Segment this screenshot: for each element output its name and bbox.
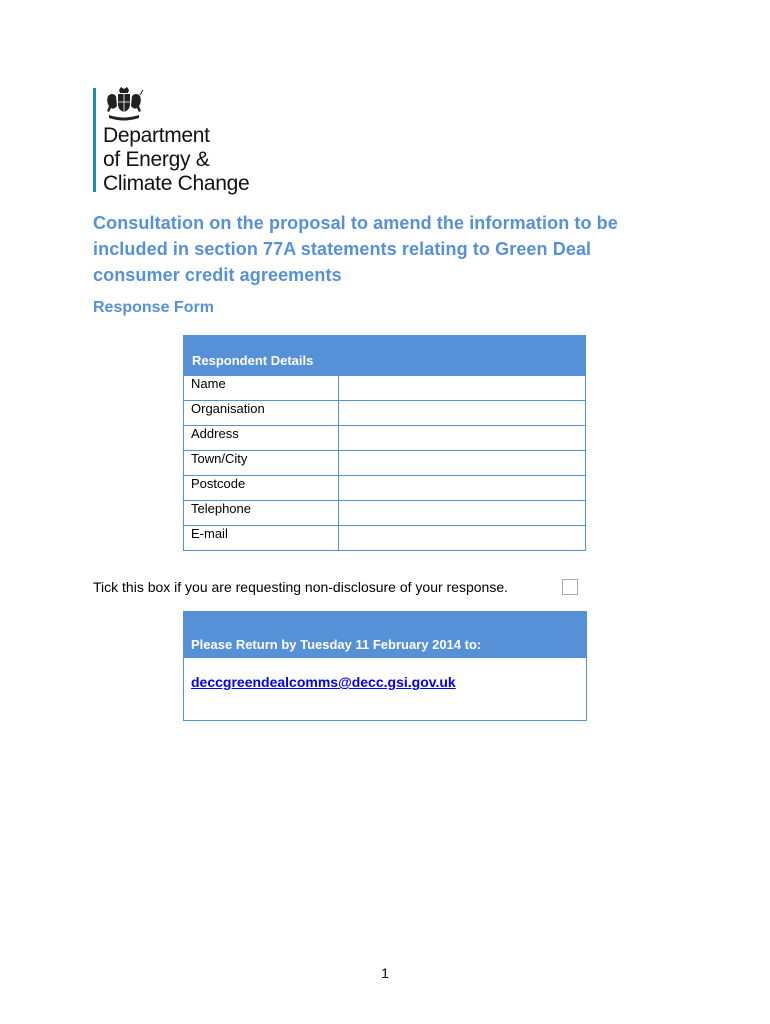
field-input-email[interactable]: [339, 526, 586, 551]
form-subtitle: Response Form: [93, 299, 214, 316]
field-label-town-city: Town/City: [184, 451, 339, 476]
table-row: [184, 401, 586, 426]
logo-bar: [93, 88, 96, 192]
return-email-link[interactable]: deccgreendealcomms@decc.gsi.gov.uk: [191, 674, 456, 690]
logo-line-1: Department: [103, 124, 210, 147]
table-row: [184, 376, 586, 401]
table-row: [184, 426, 586, 451]
field-label-organisation: Organisation: [184, 401, 339, 426]
field-input-postcode[interactable]: [339, 476, 586, 501]
table-row: [184, 451, 586, 476]
non-disclosure-label: Tick this box if you are requesting non-disclosure of your response.: [93, 579, 509, 595]
field-input-organisation[interactable]: [339, 401, 586, 426]
return-header: Please Return by Tuesday 11 February 2014 to:: [184, 612, 586, 658]
table-row: [184, 501, 586, 526]
field-label-email: E-mail: [184, 526, 339, 551]
non-disclosure-checkbox[interactable]: [562, 579, 578, 595]
field-input-telephone[interactable]: [339, 501, 586, 526]
logo-line-3: Climate Change: [103, 172, 250, 195]
table-row: [184, 526, 586, 551]
respondent-details-table: [183, 335, 586, 551]
field-label-address: Address: [184, 426, 339, 451]
logo-line-2: of Energy &: [103, 148, 210, 171]
table-row: [184, 476, 586, 501]
field-input-name[interactable]: [339, 376, 586, 401]
field-label-name: Name: [184, 376, 339, 401]
field-input-address[interactable]: [339, 426, 586, 451]
page-number: 1: [381, 965, 389, 981]
document-title: Consultation on the proposal to amend the information to be included in section 77A statements relating to Green Deal consumer credit agreements: [93, 213, 618, 285]
respondent-details-header: Respondent Details: [184, 336, 586, 376]
field-label-telephone: Telephone: [184, 501, 339, 526]
return-box: [183, 611, 587, 721]
royal-coat-of-arms-icon: [103, 86, 145, 122]
department-logo: [93, 86, 293, 194]
field-label-postcode: Postcode: [184, 476, 339, 501]
logo-text: [103, 124, 249, 196]
field-input-town-city[interactable]: [339, 451, 586, 476]
